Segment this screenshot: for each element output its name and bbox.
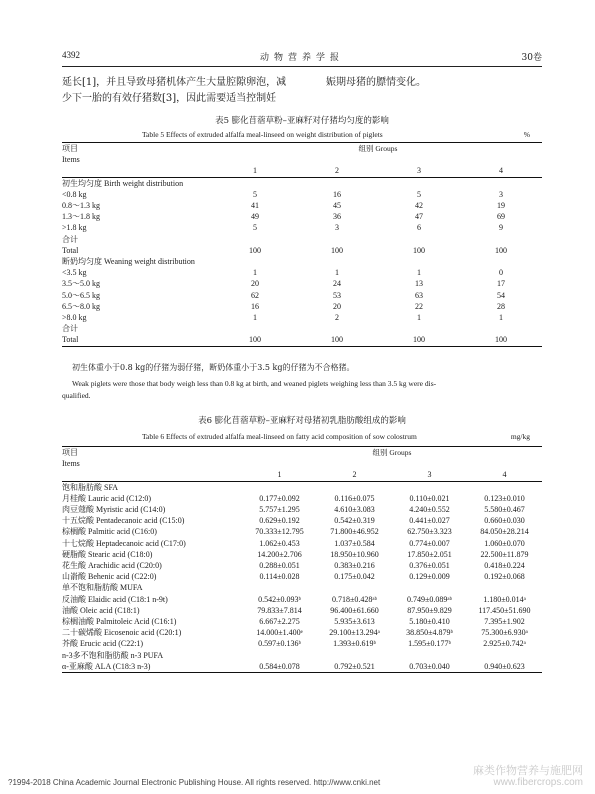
cell-group-1: 100 — [249, 245, 261, 255]
cell-group-4: 0.418±0.224 — [484, 561, 525, 571]
row-label: α-亚麻酸 ALA (C18:3 n-3) — [62, 661, 151, 671]
cell-group-3 — [378, 177, 460, 189]
cell-group-3: 0.774±0.007 — [409, 538, 450, 548]
cell-group-2: 16 — [333, 189, 341, 199]
row-label: >1.8 kg — [62, 223, 87, 233]
cell-group-1: 6.667±2.275 — [259, 617, 300, 627]
table-row — [62, 267, 542, 278]
cell-group-2: 1.393±0.619ᵇ — [333, 639, 376, 649]
cell-group-2 — [296, 177, 378, 189]
table5-head-row-2 — [62, 154, 542, 165]
row-label: 单不饱和脂肪酸 MUFA — [62, 583, 143, 593]
cell-group-2: 1.037±0.584 — [334, 538, 375, 548]
cell-group-4 — [467, 650, 542, 661]
table6-caption-en: Table 6 Effects of extruded alfalfa meal-linseed on fatty acid composition of sow colostrum — [142, 432, 417, 441]
cell-group-1: 14.000±1.400ᵉ — [256, 628, 303, 638]
cell-group-1: 0.542±0.093ᵇ — [258, 594, 301, 604]
table-row — [62, 515, 542, 526]
cell-group-3 — [392, 582, 467, 593]
cell-group-3: 5.180±0.410 — [409, 617, 450, 627]
table5-head-item-cn: 项目 — [62, 144, 78, 153]
cell-group-4 — [460, 256, 542, 267]
table-row — [62, 616, 542, 627]
table-row — [62, 493, 542, 504]
table6-head-row-1 — [62, 447, 542, 459]
table-row — [62, 627, 542, 638]
cell-group-4: 69 — [497, 212, 505, 222]
volume-label: 30卷 — [521, 53, 542, 63]
table-row — [62, 582, 542, 593]
table6-unit: mg/kg — [510, 432, 530, 441]
cell-group-1: 5 — [253, 223, 257, 233]
cell-group-2: 18.950±10.960 — [330, 549, 379, 559]
cell-group-1: 0.288±0.051 — [259, 561, 300, 571]
body-line-2: 少下一胎的有效仔猪数[3]，因此需要适当控制妊 — [62, 93, 277, 104]
cell-group-4: 0.192±0.068 — [484, 572, 525, 582]
cell-group-2: 2 — [335, 313, 339, 323]
row-label: 0.8～1.3 kg — [62, 201, 100, 211]
cell-group-1: 1 — [253, 268, 257, 278]
table-row — [62, 256, 542, 267]
row-label: 油酸 Oleic acid (C18:1) — [62, 605, 140, 615]
watermark-url: www.fibercrops.com — [493, 777, 583, 788]
row-label: 棕榈油酸 Palmitoleic Acid (C16:1) — [62, 617, 177, 627]
table-row — [62, 594, 542, 605]
cell-group-3: 0.749±0.089ᵃᵇ — [406, 594, 453, 604]
cell-group-2: 100 — [331, 245, 343, 255]
row-label: Total — [62, 335, 79, 345]
cell-group-4: 0.940±0.623 — [484, 661, 525, 671]
cell-group-1: 1.062±0.453 — [259, 538, 300, 548]
row-label: 二十碳烯酸 Eicosenoic acid (C20:1) — [62, 628, 182, 638]
cell-group-3 — [378, 323, 460, 334]
cell-group-1 — [214, 256, 296, 267]
cell-group-3: 47 — [415, 212, 423, 222]
row-label: 棕榈酸 Palmitic acid (C16:0) — [62, 527, 157, 537]
cell-group-4: 28 — [497, 301, 505, 311]
table-row — [62, 301, 542, 312]
cell-group-1 — [214, 323, 296, 334]
cell-group-4: 117.450±51.690 — [478, 605, 531, 615]
cell-group-4 — [460, 177, 542, 189]
cell-group-1 — [242, 650, 317, 661]
cell-group-1: 1 — [253, 313, 257, 323]
row-label: 饱和脂肪酸 SFA — [62, 482, 119, 492]
cell-group-4 — [467, 582, 542, 593]
row-label: n-3多不饱和脂肪酸 n-3 PUFA — [62, 650, 164, 660]
cell-group-2: 5.935±3.613 — [334, 617, 375, 627]
table-row — [62, 481, 542, 493]
cell-group-2 — [296, 234, 378, 245]
cell-group-3: 6 — [417, 223, 421, 233]
table-row — [62, 549, 542, 560]
cell-group-4: 0.660±0.030 — [484, 516, 525, 526]
cell-group-3: 1 — [417, 313, 421, 323]
table-row — [62, 504, 542, 515]
cell-group-1: 62 — [251, 290, 259, 300]
table-row — [62, 222, 542, 233]
row-label: 初生均匀度 Birth weight distribution — [62, 178, 184, 188]
cell-group-4: 54 — [497, 290, 505, 300]
cell-group-2: 20 — [333, 301, 341, 311]
cell-group-2: 53 — [333, 290, 341, 300]
cell-group-3: 0.441±0.027 — [409, 516, 450, 526]
table6-head-groups: 组别 Groups — [372, 448, 412, 457]
cell-group-1: 5.757±1.295 — [259, 505, 300, 515]
body-line-1-right: 娠期母猪的膘情变化。 — [326, 77, 426, 88]
row-label: <3.5 kg — [62, 268, 87, 278]
cell-group-1: 49 — [251, 212, 259, 222]
cell-group-4: 0 — [499, 268, 503, 278]
cell-group-4: 84.050±28.214 — [480, 527, 529, 537]
cell-group-4: 1.180±0.014ᵃ — [483, 594, 526, 604]
table5-head-groups: 组别 Groups — [358, 144, 398, 153]
cell-group-4: 75.300±6.930ᵃ — [481, 628, 528, 638]
cell-group-1 — [242, 481, 317, 493]
table6-caption-cn: 表6 膨化苜蓿草粉–亚麻籽对母猪初乳脂肪酸组成的影响 — [198, 416, 406, 426]
cell-group-4 — [460, 234, 542, 245]
cell-group-2 — [317, 582, 392, 593]
row-label: 合计 — [62, 324, 78, 334]
row-label: 月桂酸 Lauric acid (C12:0) — [62, 493, 152, 503]
cell-group-1: 16 — [251, 301, 259, 311]
table-row — [62, 661, 542, 673]
table6-head-item-cn: 项目 — [62, 448, 78, 457]
cell-group-1: 70.333±12.795 — [255, 527, 304, 537]
cell-group-3: 100 — [413, 335, 425, 345]
cell-group-1: 0.629±0.192 — [259, 516, 300, 526]
cell-group-4: 100 — [495, 245, 507, 255]
cell-group-2: 36 — [333, 212, 341, 222]
cell-group-2: 96.400±61.660 — [330, 605, 379, 615]
cell-group-2: 29.100±13.294ᵃ — [329, 628, 380, 638]
cell-group-4: 5.580±0.467 — [484, 505, 525, 515]
watermark-cn: 麻类作物营养与施肥网 — [473, 764, 583, 777]
table6-group-1: 1 — [277, 470, 282, 480]
journal-title: 动物营养学报 — [259, 53, 344, 63]
page-number: 4392 — [62, 50, 80, 60]
row-label: 3.5～5.0 kg — [62, 279, 100, 289]
cell-group-2: 0.792±0.521 — [334, 661, 375, 671]
table5-head-item-en: Items — [62, 155, 80, 165]
row-label: <0.8 kg — [62, 189, 87, 199]
cell-group-3: 87.950±9.829 — [407, 605, 452, 615]
row-label: 5.0～6.5 kg — [62, 290, 100, 300]
table-row — [62, 605, 542, 616]
cell-group-3: 13 — [415, 279, 423, 289]
cell-group-1: 100 — [249, 335, 261, 345]
row-label: 6.5～8.0 kg — [62, 301, 100, 311]
row-label: 反油酸 Elaidic acid (C18:1 n-9t) — [62, 594, 168, 604]
row-label: 合计 — [62, 234, 78, 244]
cell-group-4: 3 — [499, 189, 503, 199]
table6-head-item-en: Items — [62, 459, 80, 469]
cell-group-4: 9 — [499, 223, 503, 233]
table-row — [62, 323, 542, 334]
cell-group-4: 0.123±0.010 — [484, 493, 525, 503]
cell-group-2: 4.610±3.083 — [334, 505, 375, 515]
table5-note-en-1: Weak piglets were those that body weigh less than 0.8 kg at birth, and weaned piglets weighing less than 3.5 kg were dis- — [72, 379, 437, 388]
cell-group-2: 0.383±0.216 — [334, 561, 375, 571]
cell-group-2 — [317, 481, 392, 493]
cell-group-2: 0.542±0.319 — [334, 516, 375, 526]
table-row — [62, 278, 542, 289]
cell-group-3: 42 — [415, 201, 423, 211]
cell-group-2: 0.116±0.075 — [334, 493, 375, 503]
table-row — [62, 560, 542, 571]
cell-group-4: 17 — [497, 279, 505, 289]
table-row — [62, 650, 542, 661]
cell-group-2: 1 — [335, 268, 339, 278]
copyright-footer: ?1994-2018 China Academic Journal Electronic Publishing House. All rights reserved. http://www.cnki.net — [8, 778, 381, 787]
cell-group-1: 0.114±0.028 — [259, 572, 300, 582]
table6-group-4: 4 — [502, 470, 507, 480]
cell-group-2: 71.800±46.952 — [330, 527, 379, 537]
cell-group-2: 3 — [335, 223, 339, 233]
table-row — [62, 211, 542, 222]
table6-group-3: 3 — [427, 470, 432, 480]
body-line-1-left: 延长[1]，并且导致母猪机体产生大量腔隙卵泡，减 — [62, 77, 287, 88]
table5 — [62, 142, 542, 347]
cell-group-1: 14.200±2.706 — [257, 549, 302, 559]
cell-group-4: 1.060±0.070 — [484, 538, 525, 548]
cell-group-3: 22 — [415, 301, 423, 311]
row-label: 硬脂酸 Stearic acid (C18:0) — [62, 549, 153, 559]
cell-group-1: 20 — [251, 279, 259, 289]
table-row — [62, 538, 542, 549]
cell-group-2 — [317, 650, 392, 661]
row-label: 山嵛酸 Behenic acid (C22:0) — [62, 572, 157, 582]
table-row — [62, 638, 542, 649]
cell-group-3 — [392, 650, 467, 661]
cell-group-2: 45 — [333, 201, 341, 211]
cell-group-3 — [378, 234, 460, 245]
table-row — [62, 334, 542, 346]
table-row — [62, 245, 542, 256]
table5-note-cn: 初生体重小于0.8 kg的仔猪为弱仔猪，断奶体重小于3.5 kg的仔猪为不合格猪。 — [72, 363, 355, 372]
cell-group-3: 17.850±2.051 — [407, 549, 452, 559]
cell-group-2: 100 — [331, 335, 343, 345]
cell-group-2 — [296, 256, 378, 267]
row-label: 肉豆蔻酸 Myristic acid (C14:0) — [62, 505, 166, 515]
table-row — [62, 200, 542, 211]
cell-group-3 — [378, 256, 460, 267]
table-row — [62, 189, 542, 200]
table5-caption-cn: 表5 膨化苜蓿草粉–亚麻籽对仔猪均匀度的影响 — [215, 116, 389, 126]
row-label: 十五烷酸 Pentadecanoic acid (C15:0) — [62, 516, 185, 526]
cell-group-3 — [392, 481, 467, 493]
cell-group-3: 0.376±0.051 — [409, 561, 450, 571]
table6-head-row-3 — [62, 469, 542, 481]
cell-group-4 — [460, 323, 542, 334]
table5-group-2: 2 — [335, 166, 339, 176]
table5-group-3: 3 — [417, 166, 421, 176]
cell-group-1 — [214, 177, 296, 189]
cell-group-4: 1 — [499, 313, 503, 323]
cell-group-1: 0.177±0.092 — [259, 493, 300, 503]
cell-group-3: 0.110±0.021 — [409, 493, 450, 503]
cell-group-1: 0.597±0.136ᵇ — [258, 639, 301, 649]
table5-group-4: 4 — [499, 166, 503, 176]
cell-group-3: 1.595±0.177ᵇ — [408, 639, 451, 649]
cell-group-3: 5 — [417, 189, 421, 199]
row-label: 十七烷酸 Heptadecanoic acid (C17:0) — [62, 538, 186, 548]
cell-group-1 — [214, 234, 296, 245]
cell-group-1: 79.833±7.814 — [257, 605, 302, 615]
cell-group-1: 41 — [251, 201, 259, 211]
running-header — [62, 50, 542, 64]
row-label: Total — [62, 245, 79, 255]
table6-group-2: 2 — [352, 470, 357, 480]
cell-group-4 — [467, 481, 542, 493]
row-label: 花生酸 Arachidic acid (C20:0) — [62, 561, 162, 571]
cell-group-1: 0.584±0.078 — [259, 661, 300, 671]
table-row — [62, 312, 542, 323]
cell-group-2: 24 — [333, 279, 341, 289]
cell-group-3: 4.240±0.552 — [409, 505, 450, 515]
cell-group-3: 100 — [413, 245, 425, 255]
table5-unit: % — [523, 130, 530, 139]
row-label: 断奶均匀度 Weaning weight distribution — [62, 257, 195, 267]
table5-group-1: 1 — [253, 166, 257, 176]
table6 — [62, 446, 542, 673]
table5-caption-en: Table 5 Effects of extruded alfalfa meal-linseed on weight distribution of piglets — [142, 130, 383, 139]
cell-group-3: 38.850±4.879ᵇ — [406, 628, 453, 638]
cell-group-3: 1 — [417, 268, 421, 278]
cell-group-2: 0.175±0.042 — [334, 572, 375, 582]
cell-group-2 — [296, 323, 378, 334]
cell-group-3: 62.750±3.323 — [407, 527, 452, 537]
cell-group-3: 0.129±0.009 — [409, 572, 450, 582]
table5-head-row-1 — [62, 143, 542, 155]
cell-group-1 — [242, 582, 317, 593]
cell-group-4: 2.925±0.742ᵃ — [483, 639, 526, 649]
cell-group-4: 19 — [497, 201, 505, 211]
table6-head-row-2 — [62, 458, 542, 469]
header-rule — [62, 66, 542, 67]
table5-head-row-3 — [62, 165, 542, 177]
cell-group-4: 100 — [495, 335, 507, 345]
cell-group-4: 7.395±1.902 — [484, 617, 525, 627]
row-label: 芥酸 Erucic acid (C22:1) — [62, 639, 144, 649]
row-label: 1.3～1.8 kg — [62, 212, 100, 222]
cell-group-3: 0.703±0.040 — [409, 661, 450, 671]
cell-group-1: 5 — [253, 189, 257, 199]
table-row — [62, 571, 542, 582]
row-label: >8.0 kg — [62, 313, 87, 323]
table-row — [62, 177, 542, 189]
table-row — [62, 526, 542, 537]
table5-note-en-2: qualified. — [62, 391, 91, 400]
table-row — [62, 234, 542, 245]
cell-group-4: 22.500±11.879 — [480, 549, 529, 559]
cell-group-2: 0.718±0.428ᵃᵇ — [331, 594, 378, 604]
table-row — [62, 290, 542, 301]
cell-group-3: 63 — [415, 290, 423, 300]
